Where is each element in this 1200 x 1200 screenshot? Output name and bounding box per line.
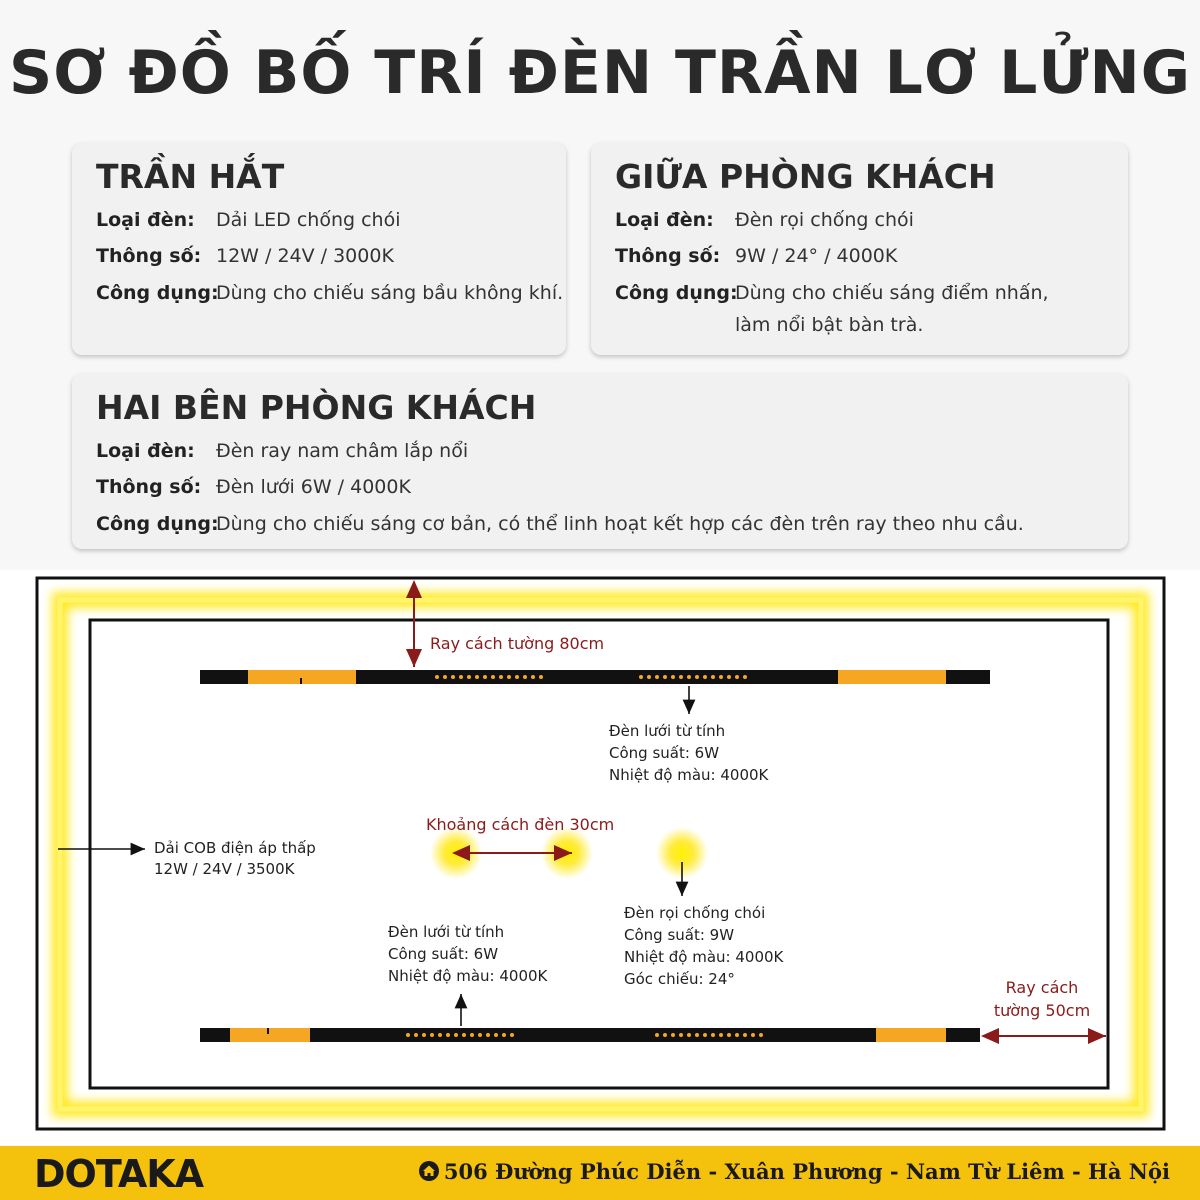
card-heading: HAI BÊN PHÒNG KHÁCH xyxy=(96,388,537,427)
spec-label: Thông số: xyxy=(615,245,721,267)
spec-label: Thông số: xyxy=(96,476,202,498)
spec-label: Công dụng: xyxy=(96,282,219,304)
card-heading: TRẦN HẮT xyxy=(96,157,285,196)
rail-gap-top-label: Ray cách tường 80cm xyxy=(430,634,605,653)
spotlight-color-temp: Nhiệt độ màu: 4000K xyxy=(624,948,784,966)
grid-light-top-title: Đèn lưới từ tính xyxy=(609,722,726,740)
footer-bar xyxy=(0,1146,1200,1200)
card-heading: GIỮA PHÒNG KHÁCH xyxy=(615,157,996,196)
grid-light-bottom-power: Công suất: 6W xyxy=(388,945,499,963)
rail-gap-side-label-line2: tường 50cm xyxy=(993,1001,1091,1020)
brand-logo: DOTAKA xyxy=(34,1152,204,1196)
card-hai-ben-phong-khach xyxy=(72,374,1128,549)
grid-light-bottom-title: Đèn lưới từ tính xyxy=(388,923,505,941)
home-icon xyxy=(418,1160,440,1182)
card-giua-phong-khach xyxy=(591,143,1128,355)
spec-value: Đèn lưới 6W / 4000K xyxy=(216,476,411,498)
spec-label: Loại đèn: xyxy=(615,209,714,231)
spec-label: Công dụng: xyxy=(615,282,738,304)
cob-strip-spec: 12W / 24V / 3500K xyxy=(154,860,295,878)
store-address xyxy=(418,1159,1170,1184)
rail-gap-side-label-line1: Ray cách xyxy=(1005,978,1079,997)
spec-label: Loại đèn: xyxy=(96,440,195,462)
spotlight-beam-angle: Góc chiếu: 24° xyxy=(624,970,735,988)
spec-value: Dùng cho chiếu sáng cơ bản, có thể linh hoạt kết hợp các đèn trên ray theo nhu cầu. xyxy=(216,513,1024,535)
spec-value: Dùng cho chiếu sáng bầu không khí. xyxy=(216,282,564,304)
grid-light-bottom-color-temp: Nhiệt độ màu: 4000K xyxy=(388,967,548,985)
spec-value: Đèn ray nam châm lắp nổi xyxy=(216,440,469,462)
spotlight-title: Đèn rọi chống chói xyxy=(624,904,766,922)
ceiling-layout-diagram xyxy=(0,570,1200,1145)
spec-value: Dùng cho chiếu sáng điểm nhấn, xyxy=(735,282,1049,304)
spec-value-continued: làm nổi bật bàn trà. xyxy=(735,314,924,336)
spec-value: Dải LED chống chói xyxy=(216,209,401,231)
spec-value: Đèn rọi chống chói xyxy=(735,209,914,231)
grid-light-top-color-temp: Nhiệt độ màu: 4000K xyxy=(609,766,769,784)
cob-strip-title: Dải COB điện áp thấp xyxy=(154,839,316,857)
page-title: SƠ ĐỒ BỐ TRÍ ĐÈN TRẦN LƠ LỬNG xyxy=(8,38,1192,108)
top-magnetic-rail xyxy=(200,670,990,684)
spec-value: 9W / 24° / 4000K xyxy=(735,245,898,267)
spec-value: 12W / 24V / 3000K xyxy=(216,245,394,267)
spec-label: Công dụng: xyxy=(96,513,219,535)
light-spacing-label: Khoảng cách đèn 30cm xyxy=(426,815,615,834)
card-tran-hat xyxy=(72,143,566,355)
spec-label: Thông số: xyxy=(96,245,202,267)
grid-light-top-power: Công suất: 6W xyxy=(609,744,720,762)
address-text: 506 Đường Phúc Diễn - Xuân Phương - Nam Từ Liêm - Hà Nội xyxy=(443,1159,1170,1184)
spec-label: Loại đèn: xyxy=(96,209,195,231)
spotlight-power: Công suất: 9W xyxy=(624,926,735,944)
bottom-magnetic-rail xyxy=(200,1028,980,1042)
